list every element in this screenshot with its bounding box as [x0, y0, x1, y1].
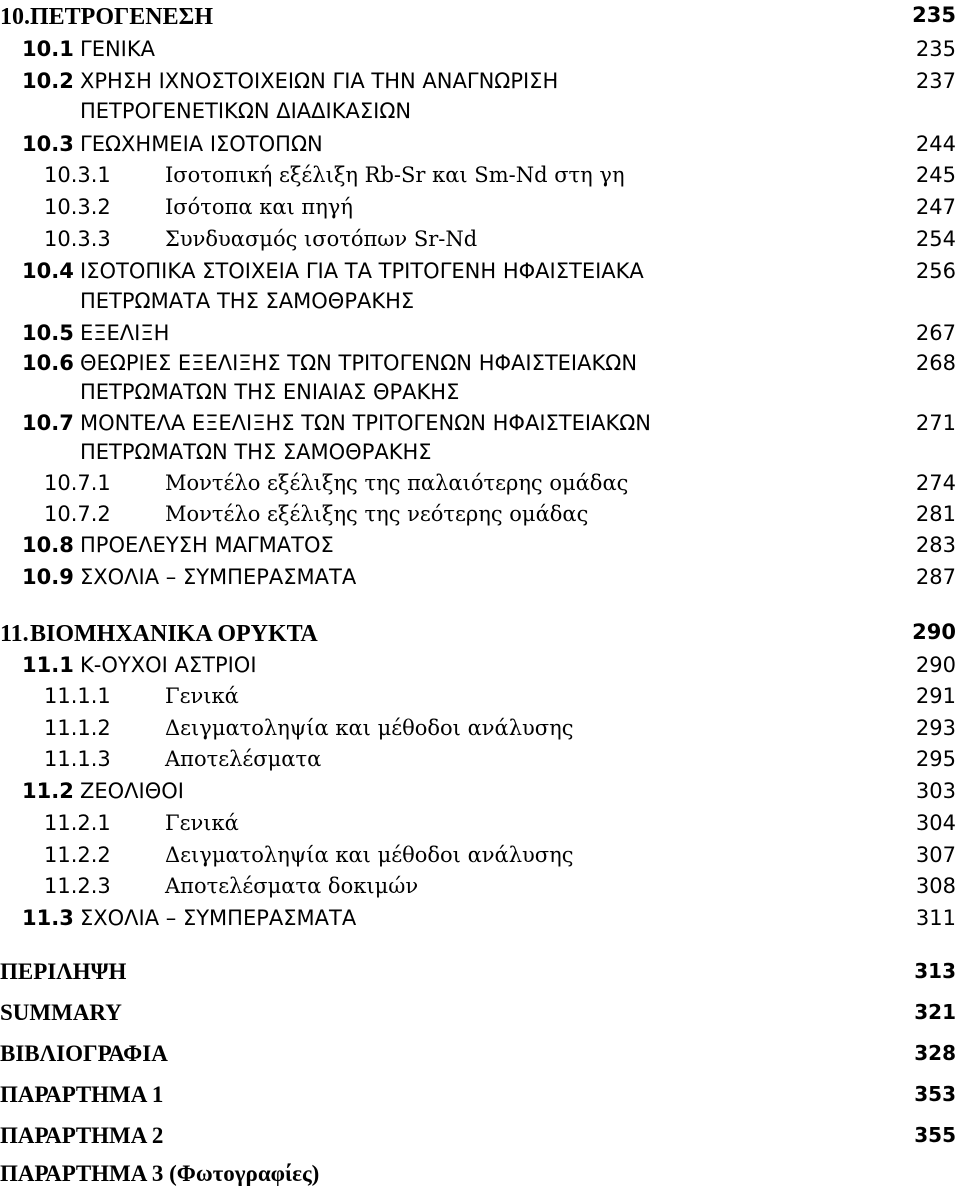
section-number: 10.1 — [22, 37, 74, 61]
back-matter-entry — [0, 1119, 960, 1153]
section-title: ΘΕΩΡΙΕΣ ΕΞΕΛΙΞΗΣ ΤΩΝ ΤΡΙΤΟΓΕΝΩΝ ΗΦΑΙΣΤΕΙΑΚΩΝ — [80, 351, 638, 375]
toc-subentry — [0, 744, 960, 778]
page-number: 321 — [914, 1000, 956, 1024]
section-number: 10.4 — [22, 259, 74, 283]
section-number: 11.1 — [22, 653, 74, 677]
page-number: 304 — [915, 811, 956, 835]
page-number: 313 — [914, 959, 956, 983]
page-number: 307 — [915, 843, 956, 867]
page-number: 247 — [915, 195, 956, 219]
page-number: 237 — [915, 69, 956, 93]
back-matter-entry — [0, 1157, 960, 1191]
toc-entry — [0, 776, 960, 810]
subsection-title: Ισότοπα και πηγή — [165, 195, 353, 219]
subsection-number: 10.3.2 — [44, 195, 111, 219]
toc-entry-continued — [0, 96, 960, 130]
subsection-title: Αποτελέσματα — [165, 747, 322, 771]
section-title-line2: ΠΕΤΡΩΜΑΤΩΝ ΤΗΣ ΣΑΜΟΘΡΑΚΗΣ — [80, 440, 432, 464]
toc-subentry — [0, 192, 960, 226]
section-number: 11.3 — [22, 906, 74, 930]
section-title: ΜΟΝΤΕΛΑ ΕΞΕΛΙΞΗΣ ΤΩΝ ΤΡΙΤΟΓΕΝΩΝ ΗΦΑΙΣΤΕΙΑΚΩΝ — [80, 411, 651, 435]
chapter-heading — [0, 2, 960, 36]
page-number: 355 — [914, 1123, 956, 1147]
section-number: 10.2 — [22, 69, 74, 93]
page-number: 353 — [914, 1082, 956, 1106]
toc-subentry — [0, 681, 960, 715]
page-number: 295 — [915, 747, 956, 771]
toc-subentry — [0, 871, 960, 905]
section-number: 10.5 — [22, 321, 74, 345]
page-number: 271 — [915, 411, 956, 435]
page-number: 283 — [915, 533, 956, 557]
back-matter-entry — [0, 955, 960, 989]
section-number: 10.8 — [22, 533, 74, 557]
section-title: ΙΣΟΤΟΠΙΚΑ ΣΤΟΙΧΕΙΑ ΓΙΑ ΤΑ ΤΡΙΤΟΓΕΝΗ ΗΦΑΙΣΤΕΙΑΚΑ — [80, 259, 644, 283]
subsection-title: Αποτελέσματα δοκιμών — [165, 874, 419, 898]
back-matter-title: ΠΑΡΑΡΤΗΜΑ 3 (Φωτογραφίες) — [0, 1161, 320, 1186]
page-number: 287 — [915, 565, 956, 589]
toc-entry — [0, 650, 960, 684]
back-matter-title: ΠΑΡΑΡΤΗΜΑ 2 — [0, 1123, 164, 1148]
toc-subentry — [0, 840, 960, 874]
section-title: ΠΡΟΕΛΕΥΣΗ ΜΑΓΜΑΤΟΣ — [80, 533, 334, 557]
toc-entry — [0, 318, 960, 352]
page-number: 303 — [915, 779, 956, 803]
chapter-title: ΒΙΟΜΗΧΑΝΙΚΑ ΟΡΥΚΤΑ — [30, 621, 318, 647]
page-number: 291 — [915, 684, 956, 708]
toc-entry-continued — [0, 437, 960, 471]
back-matter-entry — [0, 1037, 960, 1071]
page-number: 254 — [915, 227, 956, 251]
section-title: ΣΧΟΛΙΑ – ΣΥΜΠΕΡΑΣΜΑΤΑ — [80, 906, 357, 930]
toc-entry-continued — [0, 377, 960, 411]
subsection-title: Μοντέλο εξέλιξης της παλαιότερης ομάδας — [165, 471, 629, 495]
subsection-number: 11.2.2 — [44, 843, 111, 867]
section-title-line2: ΠΕΤΡΩΜΑΤΑ ΤΗΣ ΣΑΜΟΘΡΑΚΗΣ — [80, 289, 415, 313]
toc-entry-continued — [0, 286, 960, 320]
toc-entry — [0, 562, 960, 596]
toc-entry — [0, 256, 960, 290]
back-matter-entry — [0, 996, 960, 1030]
toc-subentry — [0, 808, 960, 842]
section-title: ΧΡΗΣΗ ΙΧΝΟΣΤΟΙΧΕΙΩΝ ΓΙΑ ΤΗΝ ΑΝΑΓΝΩΡΙΣΗ — [80, 69, 559, 93]
section-title: ΓΕΝΙΚΑ — [80, 37, 156, 61]
subsection-number: 11.1.3 — [44, 747, 111, 771]
chapter-number: 10. — [0, 4, 30, 30]
toc-subentry — [0, 713, 960, 747]
chapter-heading — [0, 617, 960, 651]
page-number: 311 — [915, 906, 956, 930]
subsection-number: 11.2.1 — [44, 811, 111, 835]
subsection-title: Μοντέλο εξέλιξης της νεότερης ομάδας — [165, 502, 589, 526]
page-number: 235 — [915, 37, 956, 61]
toc-subentry — [0, 160, 960, 194]
page-number: 235 — [912, 3, 956, 27]
toc-subentry — [0, 224, 960, 258]
subsection-title: Ισοτοπική εξέλιξη Rb-Sr και Sm-Nd στη γη — [165, 163, 625, 187]
subsection-title: Γενικά — [165, 811, 239, 835]
section-title: ΓΕΩΧΗΜΕΙΑ ΙΣΟΤΟΠΩΝ — [80, 132, 323, 156]
subsection-number: 11.1.2 — [44, 716, 111, 740]
chapter-number: 11. — [0, 621, 29, 647]
back-matter-entry — [0, 1078, 960, 1112]
section-title: ΕΞΕΛΙΞΗ — [80, 321, 170, 345]
section-number: 10.3 — [22, 132, 74, 156]
page-number: 244 — [915, 132, 956, 156]
page-number: 328 — [914, 1041, 956, 1065]
subsection-number: 11.1.1 — [44, 684, 111, 708]
subsection-title: Δειγματοληψία και μέθοδοι ανάλυσης — [165, 716, 574, 740]
toc-entry — [0, 530, 960, 564]
section-number: 10.7 — [22, 411, 74, 435]
section-title: Κ-ΟΥΧΟΙ ΑΣΤΡΙΟΙ — [80, 653, 257, 677]
toc-entry — [0, 903, 960, 937]
page-number: 245 — [915, 163, 956, 187]
section-number: 11.2 — [22, 779, 74, 803]
page-number: 281 — [915, 502, 956, 526]
subsection-number: 10.7.1 — [44, 471, 111, 495]
subsection-number: 10.3.1 — [44, 163, 111, 187]
page-number: 267 — [915, 321, 956, 345]
back-matter-title: SUMMARY — [0, 1000, 122, 1025]
page-number: 274 — [915, 471, 956, 495]
section-number: 10.6 — [22, 351, 74, 375]
page-number: 268 — [915, 351, 956, 375]
page-number: 256 — [915, 259, 956, 283]
subsection-number: 10.7.2 — [44, 502, 111, 526]
section-title: ΖΕΟΛΙΘΟΙ — [80, 779, 184, 803]
subsection-title: Δειγματοληψία και μέθοδοι ανάλυσης — [165, 843, 574, 867]
back-matter-title: ΠΑΡΑΡΤΗΜΑ 1 — [0, 1082, 164, 1107]
subsection-number: 11.2.3 — [44, 874, 111, 898]
toc-entry — [0, 34, 960, 68]
page-number: 293 — [915, 716, 956, 740]
chapter-title: ΠΕΤΡΟΓΕΝΕΣΗ — [30, 4, 213, 30]
toc-entry — [0, 129, 960, 163]
toc-subentry — [0, 468, 960, 502]
section-number: 10.9 — [22, 565, 74, 589]
toc-subentry — [0, 499, 960, 533]
section-title-line2: ΠΕΤΡΟΓΕΝΕΤΙΚΩΝ ΔΙΑΔΙΚΑΣΙΩΝ — [80, 99, 412, 123]
subsection-title: Γενικά — [165, 684, 239, 708]
section-title-line2: ΠΕΤΡΩΜΑΤΩΝ ΤΗΣ ΕΝΙΑΙΑΣ ΘΡΑΚΗΣ — [80, 380, 460, 404]
section-title: ΣΧΟΛΙΑ – ΣΥΜΠΕΡΑΣΜΑΤΑ — [80, 565, 357, 589]
subsection-number: 10.3.3 — [44, 227, 111, 251]
page-number: 308 — [915, 874, 956, 898]
toc-entry — [0, 66, 960, 100]
subsection-title: Συνδυασμός ισοτόπων Sr-Nd — [165, 227, 478, 251]
back-matter-title: ΒΙΒΛΙΟΓΡΑΦΙΑ — [0, 1041, 168, 1066]
back-matter-title: ΠΕΡΙΛΗΨΗ — [0, 959, 127, 984]
page-number: 290 — [912, 620, 956, 644]
page-number: 290 — [915, 653, 956, 677]
